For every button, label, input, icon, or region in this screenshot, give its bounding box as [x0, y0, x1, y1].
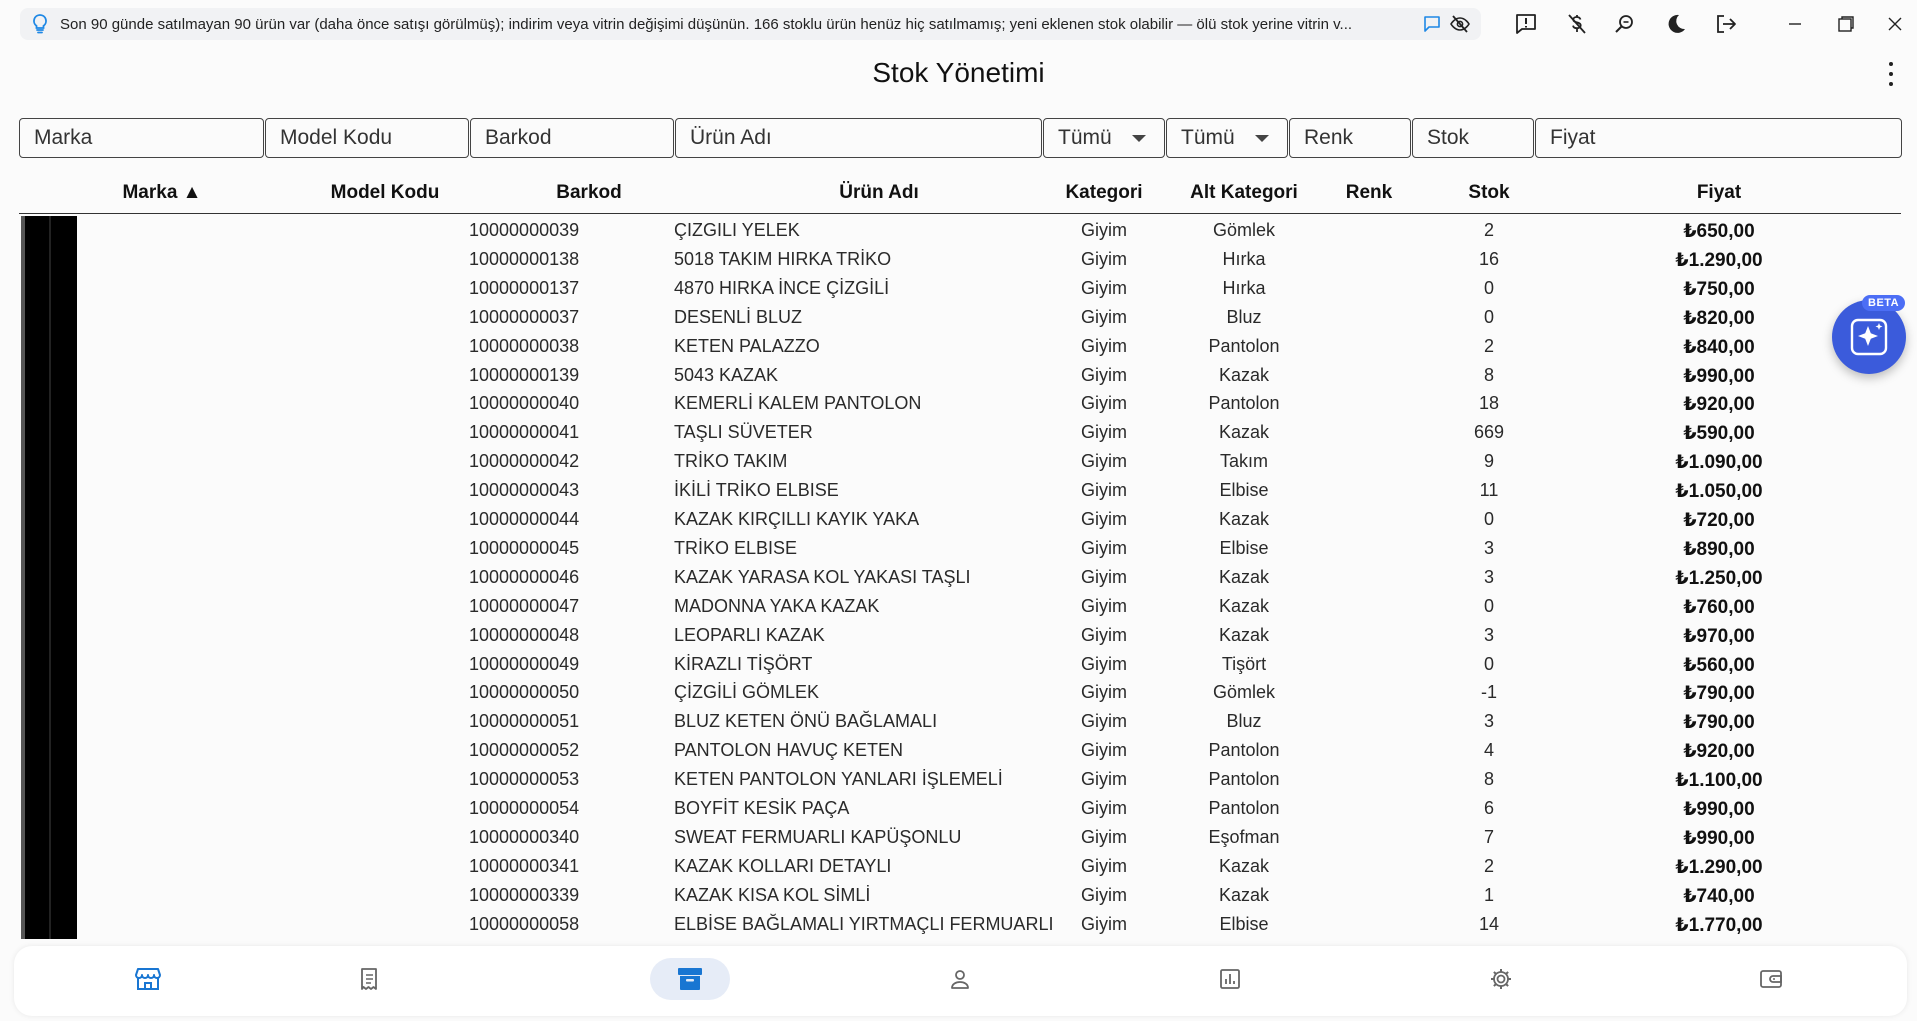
product-name-cell: ELBİSE BAĞLAMALI YIRTMAÇLI FERMUARLI [674, 913, 1054, 934]
barcode-cell: 10000000341 [469, 855, 580, 876]
redacted-brand-cell [21, 563, 77, 592]
wallet-icon [1759, 968, 1783, 990]
subcategory-cell: Kazak [1218, 595, 1270, 616]
product-name-cell: KETEN PANTOLON YANLARI İŞLEMELİ [674, 769, 1003, 790]
table-row[interactable] [19, 418, 1901, 447]
table-row[interactable] [19, 216, 1901, 245]
stock-cell: 14 [1478, 913, 1500, 934]
subcategory-cell: Elbise [1219, 913, 1269, 934]
search-icon[interactable] [1611, 10, 1639, 38]
subcategory-cell: Elbise [1219, 480, 1269, 501]
product-name-cell: KAZAK KISA KOL SİMLİ [674, 884, 871, 905]
lightbulb-icon [30, 14, 50, 34]
redacted-brand-cell [21, 650, 77, 679]
person-icon [949, 968, 971, 990]
table-row[interactable] [19, 881, 1901, 910]
name-filter[interactable] [675, 118, 1042, 158]
stock-cell: 2 [1483, 220, 1494, 240]
subcategory-cell: Kazak [1218, 364, 1270, 385]
redacted-brand-cell [21, 534, 77, 563]
redacted-brand-cell [21, 823, 77, 852]
column-header-model[interactable]: Model Kodu [330, 182, 440, 203]
barcode-filter-input[interactable] [485, 126, 673, 150]
table-row[interactable] [19, 361, 1901, 390]
product-name-cell: 5018 TAKIM HIRKA TRİKO [674, 248, 892, 269]
barcode-cell: 10000000042 [469, 451, 580, 472]
price-cell: ₺750,00 [1683, 278, 1755, 300]
barcode-cell: 10000000049 [469, 653, 580, 674]
category-cell: Giyim [1081, 509, 1127, 529]
redacted-brand-cell [21, 361, 77, 390]
stock-cell: 3 [1483, 711, 1494, 732]
redacted-brand-cell [21, 765, 77, 794]
stock-cell: 8 [1483, 769, 1494, 790]
table-row[interactable] [19, 332, 1901, 361]
subcategory-cell: Kazak [1218, 855, 1270, 876]
bottom-navigation [14, 946, 1907, 1016]
stock-cell: 3 [1483, 624, 1494, 645]
table-row[interactable] [19, 447, 1901, 476]
category-cell: Giyim [1081, 826, 1127, 847]
nav-customers[interactable] [920, 958, 1000, 1000]
column-header-name[interactable]: Ürün Adı [839, 182, 919, 203]
product-name-cell: LEOPARLI KAZAK [674, 624, 825, 645]
price-cell: ₺790,00 [1683, 683, 1755, 705]
sparkle-icon [1848, 316, 1890, 358]
table-row[interactable] [19, 794, 1901, 823]
stock-cell: 0 [1483, 653, 1494, 674]
stock-cell: 8 [1483, 364, 1494, 385]
stock-cell: 11 [1479, 480, 1499, 501]
product-name-cell: BLUZ KETEN ÖNÜ BAĞLAMALI [674, 711, 938, 732]
table-row[interactable] [19, 563, 1901, 592]
product-name-cell: PANTOLON HAVUÇ KETEN [674, 740, 904, 761]
product-name-cell: TRİKO ELBISE [674, 537, 798, 558]
price-cell: ₺760,00 [1683, 596, 1755, 618]
stock-cell: -1 [1480, 682, 1497, 703]
product-name-cell: İKİLİ TRİKO ELBISE [674, 480, 839, 501]
brand-filter-input[interactable] [34, 126, 263, 150]
barcode-filter[interactable] [470, 118, 674, 158]
maximize-icon[interactable] [1832, 10, 1860, 38]
barcode-cell: 10000000137 [469, 277, 580, 298]
currency-off-icon[interactable] [1563, 10, 1591, 38]
nav-inventory[interactable] [650, 958, 730, 1000]
category-cell: Giyim [1081, 220, 1127, 240]
table-row[interactable] [19, 678, 1901, 707]
subcategory-cell: Kazak [1218, 624, 1270, 645]
price-cell: ₺1.090,00 [1675, 452, 1763, 474]
table-header [19, 178, 1901, 214]
product-name-cell: ÇIZGILI YELEK [674, 220, 800, 240]
insight-banner[interactable] [20, 8, 1481, 40]
stock-cell: 3 [1483, 537, 1494, 558]
redacted-brand-cell [21, 216, 77, 245]
nav-receipts[interactable] [329, 958, 409, 1000]
redacted-brand-cell [21, 245, 77, 274]
price-cell: ₺990,00 [1683, 799, 1755, 820]
category-cell: Giyim [1081, 335, 1127, 356]
column-header-category[interactable]: Kategori [1065, 182, 1143, 203]
price-cell: ₺1.290,00 [1675, 856, 1763, 878]
subcategory-cell: Gömlek [1212, 220, 1275, 240]
product-name-cell: KETEN PALAZZO [674, 335, 820, 356]
subcategory-cell: Eşofman [1208, 826, 1280, 847]
ai-assistant-button[interactable] [1832, 300, 1906, 374]
minimize-icon[interactable] [1781, 10, 1809, 38]
stock-cell: 0 [1483, 306, 1494, 327]
barcode-cell: 10000000138 [469, 248, 580, 269]
redacted-brand-cell [21, 592, 77, 621]
redacted-brand-cell [21, 389, 77, 418]
redacted-brand-cell [21, 418, 77, 447]
stock-cell: 0 [1483, 509, 1494, 529]
category-cell: Giyim [1081, 566, 1127, 587]
barcode-cell: 10000000044 [469, 509, 580, 529]
nav-store[interactable] [108, 958, 188, 1000]
subcategory-cell: Pantolon [1208, 393, 1280, 414]
receipt-icon [358, 967, 380, 991]
redacted-brand-cell [21, 794, 77, 823]
subcategory-cell: Hırka [1222, 248, 1266, 269]
product-name-cell: KAZAK KIRÇILLI KAYIK YAKA [674, 509, 920, 529]
price-cell: ₺650,00 [1683, 221, 1755, 242]
subcategory-cell: Pantolon [1208, 798, 1280, 818]
barcode-cell: 10000000139 [469, 364, 580, 385]
model-filter-input[interactable] [280, 126, 468, 150]
stock-cell: 2 [1483, 855, 1494, 876]
price-cell: ₺720,00 [1683, 510, 1755, 531]
barcode-cell: 10000000039 [469, 220, 580, 240]
more-vert-icon[interactable] [1883, 62, 1899, 86]
category-cell: Giyim [1081, 393, 1127, 414]
column-header-barcode[interactable]: Barkod [556, 182, 622, 203]
stock-cell: 3 [1483, 566, 1494, 587]
top-bar [0, 0, 1917, 48]
price-cell: ₺990,00 [1683, 365, 1755, 387]
product-name-cell: KİRAZLI TİŞÖRT [674, 653, 813, 674]
nav-wallet[interactable] [1731, 958, 1811, 1000]
stock-cell: 2 [1483, 335, 1494, 356]
category-select-value: Tümü [1058, 126, 1112, 149]
column-header-color[interactable]: Renk [1345, 182, 1393, 203]
price-cell: ₺820,00 [1683, 307, 1755, 329]
barcode-cell: 10000000058 [469, 913, 580, 934]
category-cell: Giyim [1081, 798, 1127, 818]
feedback-icon[interactable] [1512, 10, 1540, 38]
price-filter[interactable] [1535, 118, 1902, 158]
redacted-brand-cell [21, 274, 77, 303]
redacted-brand-cell [21, 678, 77, 707]
table-row[interactable] [19, 621, 1901, 650]
category-cell: Giyim [1081, 682, 1127, 703]
redacted-brand-cell [21, 332, 77, 361]
price-cell: ₺970,00 [1683, 625, 1755, 647]
subcategory-select[interactable] [1166, 118, 1288, 158]
subcategory-cell: Kazak [1218, 422, 1270, 443]
product-name-cell: KAZAK KOLLARI DETAYLI [674, 855, 892, 876]
product-name-cell: DESENLİ BLUZ [674, 306, 803, 327]
moon-icon[interactable] [1662, 10, 1690, 38]
close-icon[interactable] [1881, 10, 1909, 38]
table-row[interactable] [19, 592, 1901, 621]
stock-cell: 1 [1483, 884, 1494, 905]
category-cell: Giyim [1081, 740, 1127, 761]
stock-cell: 0 [1483, 595, 1494, 616]
brand-filter[interactable] [19, 118, 264, 158]
redacted-brand-cell [21, 621, 77, 650]
barcode-cell: 10000000340 [469, 826, 580, 847]
eye-off-icon[interactable] [1449, 13, 1471, 35]
barcode-cell: 10000000053 [469, 769, 580, 790]
price-cell: ₺990,00 [1683, 827, 1755, 849]
subcategory-cell: Bluz [1226, 711, 1262, 732]
price-cell: ₺560,00 [1683, 654, 1755, 676]
logout-icon[interactable] [1712, 10, 1740, 38]
table-row[interactable] [19, 389, 1901, 418]
barcode-cell: 10000000051 [469, 711, 580, 732]
subcategory-select-value: Tümü [1181, 126, 1235, 149]
name-filter-input[interactable] [690, 126, 1041, 150]
category-cell: Giyim [1081, 451, 1127, 472]
barcode-cell: 10000000043 [469, 480, 580, 501]
price-cell: ₺740,00 [1683, 885, 1755, 907]
category-cell: Giyim [1081, 277, 1127, 298]
subcategory-cell: Bluz [1226, 306, 1262, 327]
subcategory-cell: Pantolon [1208, 769, 1280, 790]
stock-cell: 6 [1483, 798, 1494, 818]
stock-cell: 18 [1478, 393, 1500, 414]
table-row[interactable] [19, 852, 1901, 881]
price-cell: ₺1.250,00 [1675, 567, 1763, 589]
column-header-brand[interactable]: Marka ▲ [122, 182, 202, 203]
category-cell: Giyim [1081, 769, 1127, 790]
redacted-brand-cell [21, 910, 77, 939]
price-cell: ₺590,00 [1683, 423, 1755, 445]
column-header-price[interactable]: Fiyat [1696, 182, 1742, 203]
product-name-cell: KAZAK YARASA KOL YAKASI TAŞLI [674, 566, 971, 587]
table-row[interactable] [19, 303, 1901, 332]
subcategory-cell: Hırka [1222, 277, 1266, 298]
table-row[interactable] [19, 505, 1901, 534]
table-row[interactable] [19, 534, 1901, 563]
column-header-stock[interactable]: Stok [1468, 182, 1510, 203]
nav-settings[interactable] [1461, 958, 1541, 1000]
stock-cell: 0 [1483, 277, 1494, 298]
price-cell: ₺920,00 [1683, 741, 1755, 763]
category-cell: Giyim [1081, 855, 1127, 876]
subcategory-cell: Tişört [1221, 653, 1267, 674]
category-cell: Giyim [1081, 711, 1127, 732]
category-cell: Giyim [1081, 422, 1127, 443]
product-name-cell: TAŞLI SÜVETER [674, 422, 813, 443]
redacted-brand-cell [21, 707, 77, 736]
stock-filter-input[interactable] [1427, 126, 1533, 150]
table-row[interactable] [19, 736, 1901, 765]
category-cell: Giyim [1081, 537, 1127, 558]
stock-cell: 9 [1483, 451, 1494, 472]
category-cell: Giyim [1081, 306, 1127, 327]
category-cell: Giyim [1081, 913, 1127, 934]
stock-cell: 669 [1473, 422, 1505, 443]
table-row[interactable] [19, 910, 1901, 939]
product-name-cell: KEMERLİ KALEM PANTOLON [674, 393, 922, 414]
product-name-cell: MADONNA YAKA KAZAK [674, 595, 880, 616]
price-cell: ₺790,00 [1683, 712, 1755, 734]
color-filter[interactable] [1289, 118, 1411, 158]
category-cell: Giyim [1081, 624, 1127, 645]
inventory-icon [677, 967, 703, 991]
barcode-cell: 10000000045 [469, 537, 580, 558]
barcode-cell: 10000000050 [469, 682, 580, 703]
column-header-subcategory[interactable]: Alt Kategori [1190, 182, 1298, 203]
redacted-brand-cell [21, 736, 77, 765]
chart-icon [1219, 968, 1241, 990]
stock-cell: 16 [1478, 248, 1500, 269]
subcategory-cell: Elbise [1219, 537, 1269, 558]
category-cell: Giyim [1081, 595, 1127, 616]
redacted-brand-cell [21, 852, 77, 881]
price-cell: ₺920,00 [1683, 394, 1755, 416]
redacted-brand-cell [21, 881, 77, 910]
barcode-cell: 10000000054 [469, 798, 580, 818]
redacted-brand-cell [21, 505, 77, 534]
product-name-cell: BOYFİT KESİK PAÇA [674, 798, 850, 818]
subcategory-cell: Kazak [1218, 884, 1270, 905]
price-filter-input[interactable] [1550, 126, 1901, 150]
barcode-cell: 10000000047 [469, 595, 580, 616]
table-row[interactable] [19, 765, 1901, 794]
table-row[interactable] [19, 823, 1901, 852]
category-cell: Giyim [1081, 248, 1127, 269]
table-row[interactable] [19, 650, 1901, 679]
product-name-cell: SWEAT FERMUARLI KAPÜŞONLU [674, 826, 962, 847]
price-cell: ₺840,00 [1683, 336, 1755, 358]
table-row[interactable] [19, 274, 1901, 303]
stock-filter[interactable] [1412, 118, 1534, 158]
barcode-cell: 10000000046 [469, 566, 580, 587]
color-filter-input[interactable] [1304, 126, 1410, 150]
barcode-cell: 10000000038 [469, 335, 580, 356]
subcategory-cell: Gömlek [1212, 682, 1275, 703]
insight-text: Son 90 günde satılmayan 90 ürün var (daha önce satışı görülmüş); indirim veya vitrin değişimi düşünün. 166 stoklu ürün henüz hiç satılmamış; yeni eklenen stok olabilir — ölü stok yerine vitrin v... [60, 15, 1353, 33]
product-name-cell: TRİKO TAKIM [674, 451, 788, 472]
comment-icon[interactable] [1421, 13, 1443, 35]
redacted-brand-cell [21, 476, 77, 505]
nav-reports[interactable] [1190, 958, 1270, 1000]
subcategory-cell: Takım [1219, 451, 1268, 472]
subcategory-cell: Pantolon [1208, 335, 1280, 356]
category-cell: Giyim [1081, 653, 1127, 674]
price-cell: ₺1.050,00 [1675, 481, 1763, 503]
barcode-cell: 10000000040 [469, 393, 580, 414]
price-cell: ₺1.100,00 [1675, 770, 1763, 792]
barcode-cell: 10000000048 [469, 624, 580, 645]
product-table-body [19, 216, 1901, 936]
barcode-cell: 10000000041 [469, 422, 580, 443]
category-cell: Giyim [1081, 364, 1127, 385]
page-title: Stok Yönetimi [872, 57, 1045, 88]
category-select[interactable] [1043, 118, 1165, 158]
table-row[interactable] [19, 707, 1901, 736]
category-cell: Giyim [1081, 480, 1127, 501]
subcategory-cell: Kazak [1218, 566, 1270, 587]
table-row[interactable] [19, 476, 1901, 505]
stock-cell: 4 [1483, 740, 1494, 761]
store-icon [135, 967, 161, 991]
subcategory-cell: Kazak [1218, 509, 1270, 529]
redacted-brand-cell [21, 303, 77, 332]
table-row[interactable] [19, 245, 1901, 274]
barcode-cell: 10000000339 [469, 884, 580, 905]
product-name-cell: 5043 KAZAK [674, 364, 779, 385]
chevron-down-icon [1255, 135, 1269, 142]
product-name-cell: ÇİZGİLİ GÖMLEK [674, 682, 820, 703]
gear-icon [1489, 967, 1513, 991]
category-cell: Giyim [1081, 884, 1127, 905]
barcode-cell: 10000000037 [469, 306, 580, 327]
model-filter[interactable] [265, 118, 469, 158]
barcode-cell: 10000000052 [469, 740, 580, 761]
beta-badge: BETA [1862, 295, 1905, 311]
subcategory-cell: Pantolon [1208, 740, 1280, 761]
price-cell: ₺1.770,00 [1675, 914, 1763, 936]
redacted-brand-cell [21, 447, 77, 476]
chevron-down-icon [1132, 135, 1146, 142]
price-cell: ₺890,00 [1683, 538, 1755, 560]
stock-cell: 7 [1483, 826, 1494, 847]
price-cell: ₺1.290,00 [1675, 249, 1763, 271]
product-name-cell: 4870 HIRKA İNCE ÇİZGİLİ [674, 277, 890, 298]
